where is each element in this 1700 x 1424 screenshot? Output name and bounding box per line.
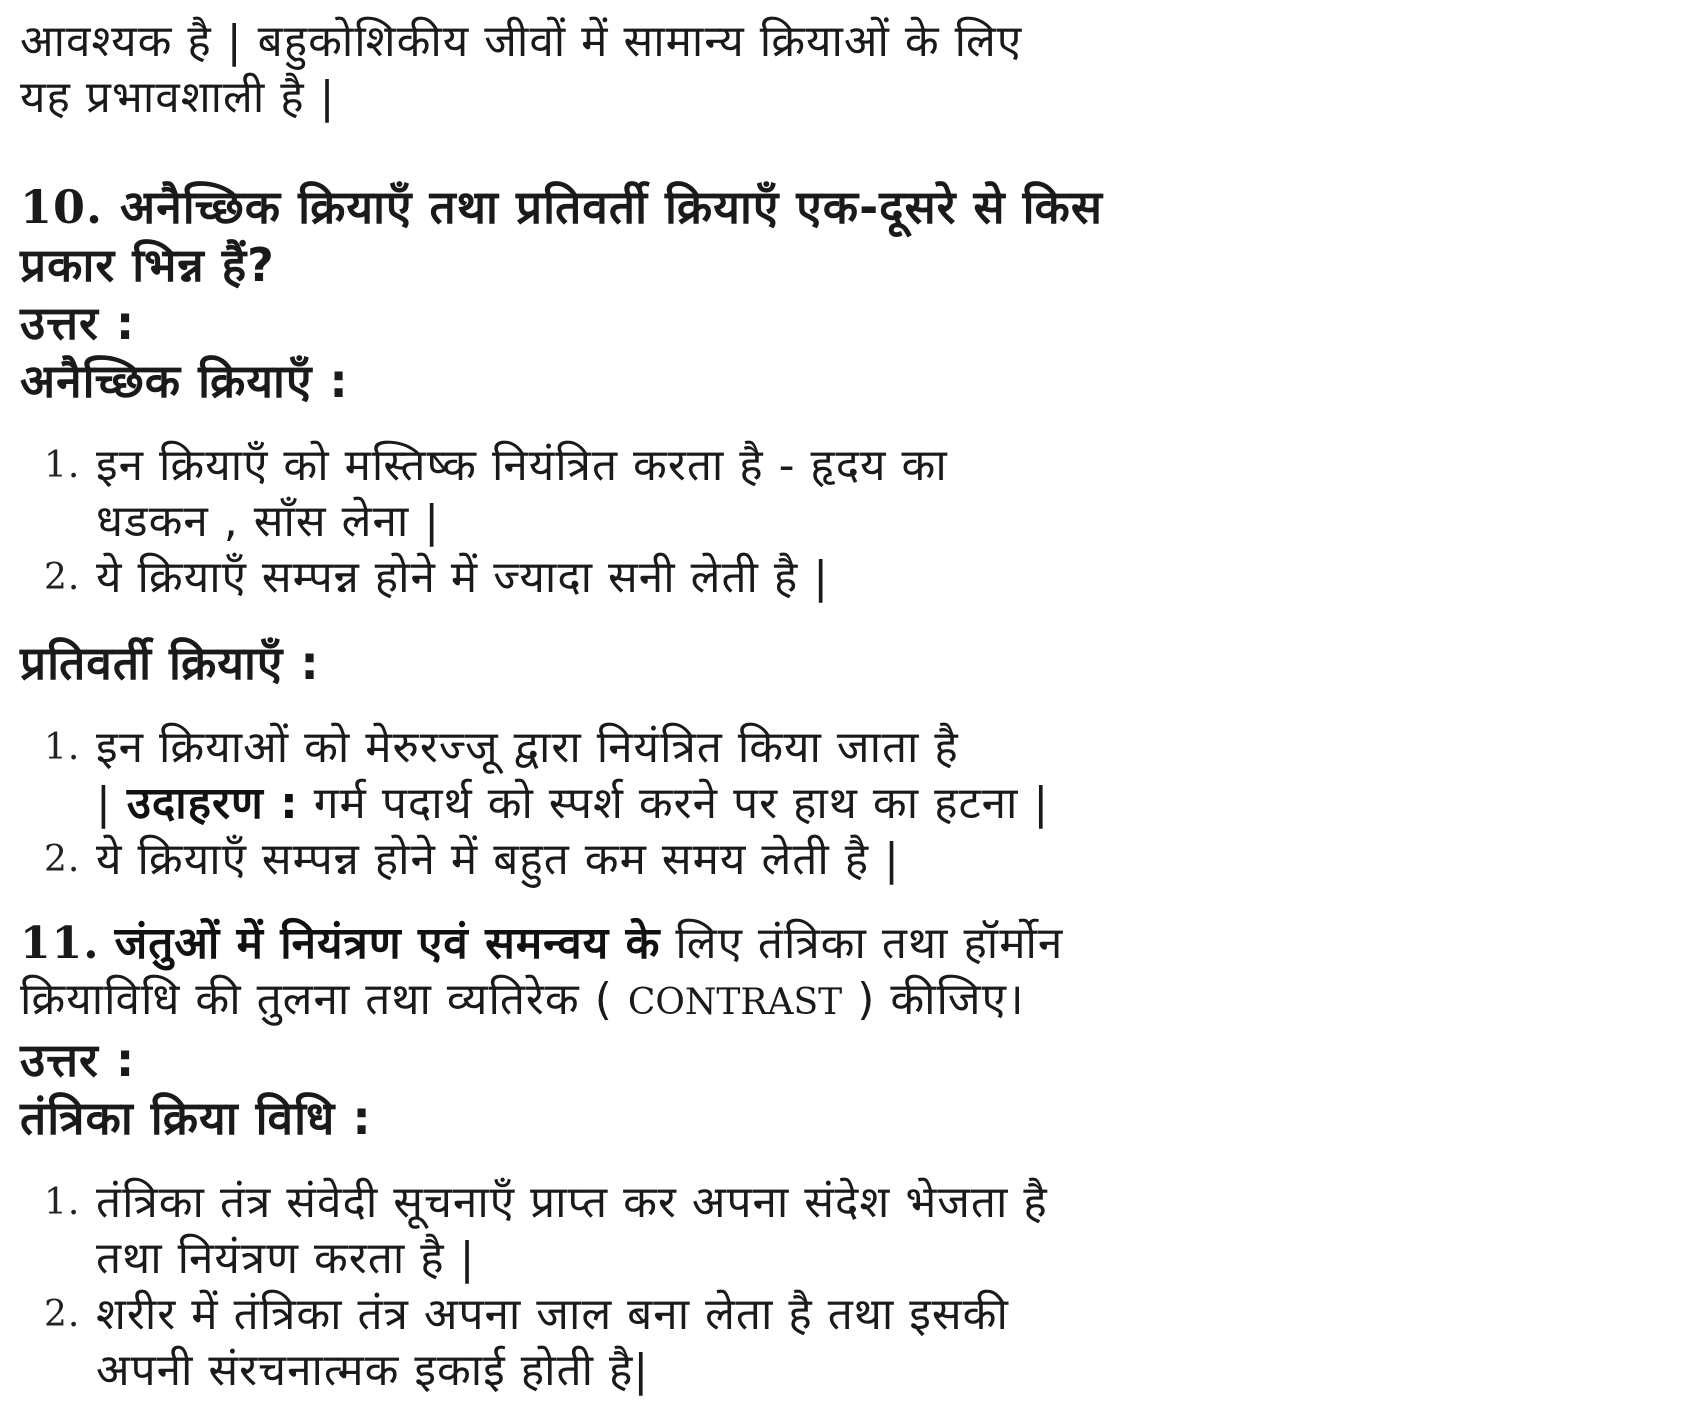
contrast-term: CONTRAST xyxy=(627,982,843,1023)
question-11-bold: जंतुओं में नियंत्रण एवं समन्वय के xyxy=(114,918,661,969)
question-10-line-2: प्रकार भिन्न हैं? xyxy=(20,238,275,292)
list-item-number: 2. xyxy=(44,1294,81,1335)
list-item-number: 1. xyxy=(44,727,81,768)
question-11-line-2-start: क्रियाविधि की तुलना तथा व्यतिरेक ( xyxy=(20,974,628,1025)
list-item-text: ये क्रियाएँ सम्पन्न होने में बहुत कम समय लेती है | xyxy=(96,834,900,885)
divider-mark: | xyxy=(96,778,127,829)
list-item xyxy=(44,1287,1680,1399)
question-11-rest: लिए तंत्रिका तथा हॉर्मोन xyxy=(660,918,1064,969)
involuntary-list xyxy=(20,438,1680,606)
list-item-text: इन क्रियाओं को मेरुरज्जू द्वारा नियंत्रित किया जाता है xyxy=(96,722,959,773)
list-item xyxy=(44,550,1680,606)
list-item xyxy=(44,832,1680,888)
list-item-text-cont: धडकन , साँस लेना | xyxy=(96,496,441,547)
intro-line-2: यह प्रभावशाली है | xyxy=(20,72,336,123)
question-11-line-2 xyxy=(20,972,1680,1031)
question-10 xyxy=(20,178,1680,236)
list-item-text: शरीर में तंत्रिका तंत्र अपना जाल बना लेता है तथा इसकी xyxy=(96,1289,1009,1340)
list-item-text-cont xyxy=(96,776,1680,832)
question-10-line-1: अनैच्छिक क्रियाएँ तथा प्रतिवर्ती क्रियाएँ एक-दूसरे से किस xyxy=(120,180,1103,234)
list-item xyxy=(44,720,1680,832)
example-text: गर्म पदार्थ को स्पर्श करने पर हाथ का हटना | xyxy=(298,778,1050,829)
list-item-number: 2. xyxy=(44,557,81,598)
list-item-text: तंत्रिका तंत्र संवेदी सूचनाएँ प्राप्त कर अपना संदेश भेजता है xyxy=(96,1177,1048,1228)
list-item-text: इन क्रियाएँ को मस्तिष्क नियंत्रित करता है - हृदय का xyxy=(96,440,948,491)
intro-line-1: आवश्यक है | बहुकोशिकीय जीवों में सामान्य क्रियाओं के लिए xyxy=(20,16,1023,67)
list-item-number: 2. xyxy=(44,839,81,880)
example-label: उदाहरण : xyxy=(126,778,299,829)
question-10-number: 10. xyxy=(20,180,104,234)
list-item xyxy=(44,438,1680,550)
question-11-line-2-end: ) कीजिए। xyxy=(842,974,1025,1025)
neural-list xyxy=(20,1175,1680,1399)
reflex-list xyxy=(20,720,1680,888)
list-item xyxy=(44,1175,1680,1287)
answer-label-10: उत्तर : xyxy=(20,296,136,350)
list-item-text: ये क्रियाएँ सम्पन्न होने में ज्यादा सनी लेती है | xyxy=(96,552,830,603)
document-page xyxy=(20,0,1680,1399)
section-neural-title: तंत्रिका क्रिया विधि : xyxy=(20,1091,372,1145)
list-item-text-cont: तथा नियंत्रण करता है | xyxy=(96,1233,476,1284)
list-item-number: 1. xyxy=(44,1182,81,1223)
section-reflex-title: प्रतिवर्ती क्रियाएँ : xyxy=(20,636,320,690)
question-11 xyxy=(20,916,1680,972)
answer-label-11: उत्तर : xyxy=(20,1033,136,1087)
list-item-number: 1. xyxy=(44,445,81,486)
section-involuntary-title: अनैच्छिक क्रियाएँ : xyxy=(20,354,349,408)
question-11-number: 11. xyxy=(20,918,100,969)
list-item-text-cont: अपनी संरचनात्मक इकाई होती है| xyxy=(96,1345,650,1396)
